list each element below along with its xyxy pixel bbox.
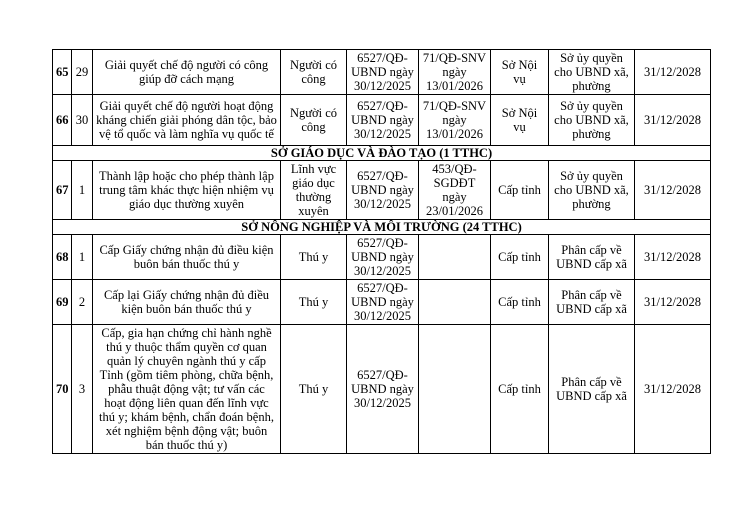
procedure-table xyxy=(52,49,711,454)
cell-date: 31/12/2028 xyxy=(635,325,711,454)
cell-level: Phân cấp về UBND cấp xã xyxy=(549,280,635,325)
cell-legal xyxy=(419,280,491,325)
table-row xyxy=(53,235,711,280)
cell-decision: 6527/QĐ-UBND ngày 30/12/2025 xyxy=(347,161,419,220)
cell-level: Sở ủy quyền cho UBND xã, phường xyxy=(549,95,635,146)
cell-num: 68 xyxy=(53,235,72,280)
cell-field: Thú y xyxy=(281,235,347,280)
cell-num: 65 xyxy=(53,50,72,95)
cell-legal: 453/QĐ-SGDĐT ngày 23/01/2026 xyxy=(419,161,491,220)
cell-name: Thành lập hoặc cho phép thành lập trung tâm khác thực hiện nhiệm vụ giáo dục thường xuyên xyxy=(93,161,281,220)
cell-name: Cấp, gia hạn chứng chỉ hành nghề thú y thuộc thẩm quyền cơ quan quản lý chuyên ngành thú y cấp Tỉnh (gồm tiêm phòng, chữa bệnh, phẫu thuật động vật; tư vấn các hoạt động liên quan đến lĩnh vực thú y; khám bệnh, chẩn đoán bệnh, xét nghiệm bệnh động vật; buôn bán thuốc thú y) xyxy=(93,325,281,454)
cell-level: Phân cấp về UBND cấp xã xyxy=(549,235,635,280)
cell-name: Giải quyết chế độ người hoạt động kháng chiến giải phóng dân tộc, bảo vệ tổ quốc và làm nghĩa vụ quốc tế xyxy=(93,95,281,146)
cell-level: Sở ủy quyền cho UBND xã, phường xyxy=(549,50,635,95)
table-row xyxy=(53,280,711,325)
cell-num: 70 xyxy=(53,325,72,454)
cell-sub: 1 xyxy=(72,235,93,280)
cell-field: Người có công xyxy=(281,95,347,146)
cell-sub: 29 xyxy=(72,50,93,95)
cell-date: 31/12/2028 xyxy=(635,161,711,220)
cell-decision: 6527/QĐ-UBND ngày 30/12/2025 xyxy=(347,50,419,95)
cell-sub: 30 xyxy=(72,95,93,146)
table-row xyxy=(53,325,711,454)
cell-legal xyxy=(419,235,491,280)
cell-agency: Cấp tỉnh xyxy=(491,161,549,220)
cell-field: Người có công xyxy=(281,50,347,95)
section-title: SỞ NÔNG NGHIỆP VÀ MÔI TRƯỜNG (24 TTHC) xyxy=(53,220,711,235)
cell-agency: Sở Nội vụ xyxy=(491,50,549,95)
cell-legal: 71/QĐ-SNV ngày 13/01/2026 xyxy=(419,50,491,95)
cell-agency: Cấp tỉnh xyxy=(491,280,549,325)
cell-level: Phân cấp về UBND cấp xã xyxy=(549,325,635,454)
section-header-row xyxy=(53,146,711,161)
cell-decision: 6527/QĐ-UBND ngày 30/12/2025 xyxy=(347,325,419,454)
cell-decision: 6527/QĐ-UBND ngày 30/12/2025 xyxy=(347,280,419,325)
cell-sub: 1 xyxy=(72,161,93,220)
cell-name: Cấp Giấy chứng nhận đủ điều kiện buôn bán thuốc thú y xyxy=(93,235,281,280)
cell-agency: Cấp tỉnh xyxy=(491,325,549,454)
cell-field: Thú y xyxy=(281,280,347,325)
cell-level: Sở ủy quyền cho UBND xã, phường xyxy=(549,161,635,220)
cell-date: 31/12/2028 xyxy=(635,95,711,146)
cell-num: 69 xyxy=(53,280,72,325)
cell-num: 66 xyxy=(53,95,72,146)
cell-date: 31/12/2028 xyxy=(635,235,711,280)
section-title: SỞ GIÁO DỤC VÀ ĐÀO TẠO (1 TTHC) xyxy=(53,146,711,161)
table-row xyxy=(53,50,711,95)
cell-date: 31/12/2028 xyxy=(635,280,711,325)
cell-agency: Sở Nội vụ xyxy=(491,95,549,146)
cell-date: 31/12/2028 xyxy=(635,50,711,95)
cell-field: Lĩnh vực giáo dục thường xuyên xyxy=(281,161,347,220)
cell-field: Thú y xyxy=(281,325,347,454)
table-row xyxy=(53,161,711,220)
cell-name: Cấp lại Giấy chứng nhận đủ điều kiện buôn bán thuốc thú y xyxy=(93,280,281,325)
cell-sub: 2 xyxy=(72,280,93,325)
cell-agency: Cấp tỉnh xyxy=(491,235,549,280)
cell-name: Giải quyết chế độ người có công giúp đỡ cách mạng xyxy=(93,50,281,95)
table-row xyxy=(53,95,711,146)
cell-legal xyxy=(419,325,491,454)
table-body xyxy=(53,50,711,454)
cell-decision: 6527/QĐ-UBND ngày 30/12/2025 xyxy=(347,235,419,280)
cell-num: 67 xyxy=(53,161,72,220)
cell-sub: 3 xyxy=(72,325,93,454)
cell-decision: 6527/QĐ-UBND ngày 30/12/2025 xyxy=(347,95,419,146)
section-header-row xyxy=(53,220,711,235)
cell-legal: 71/QĐ-SNV ngày 13/01/2026 xyxy=(419,95,491,146)
